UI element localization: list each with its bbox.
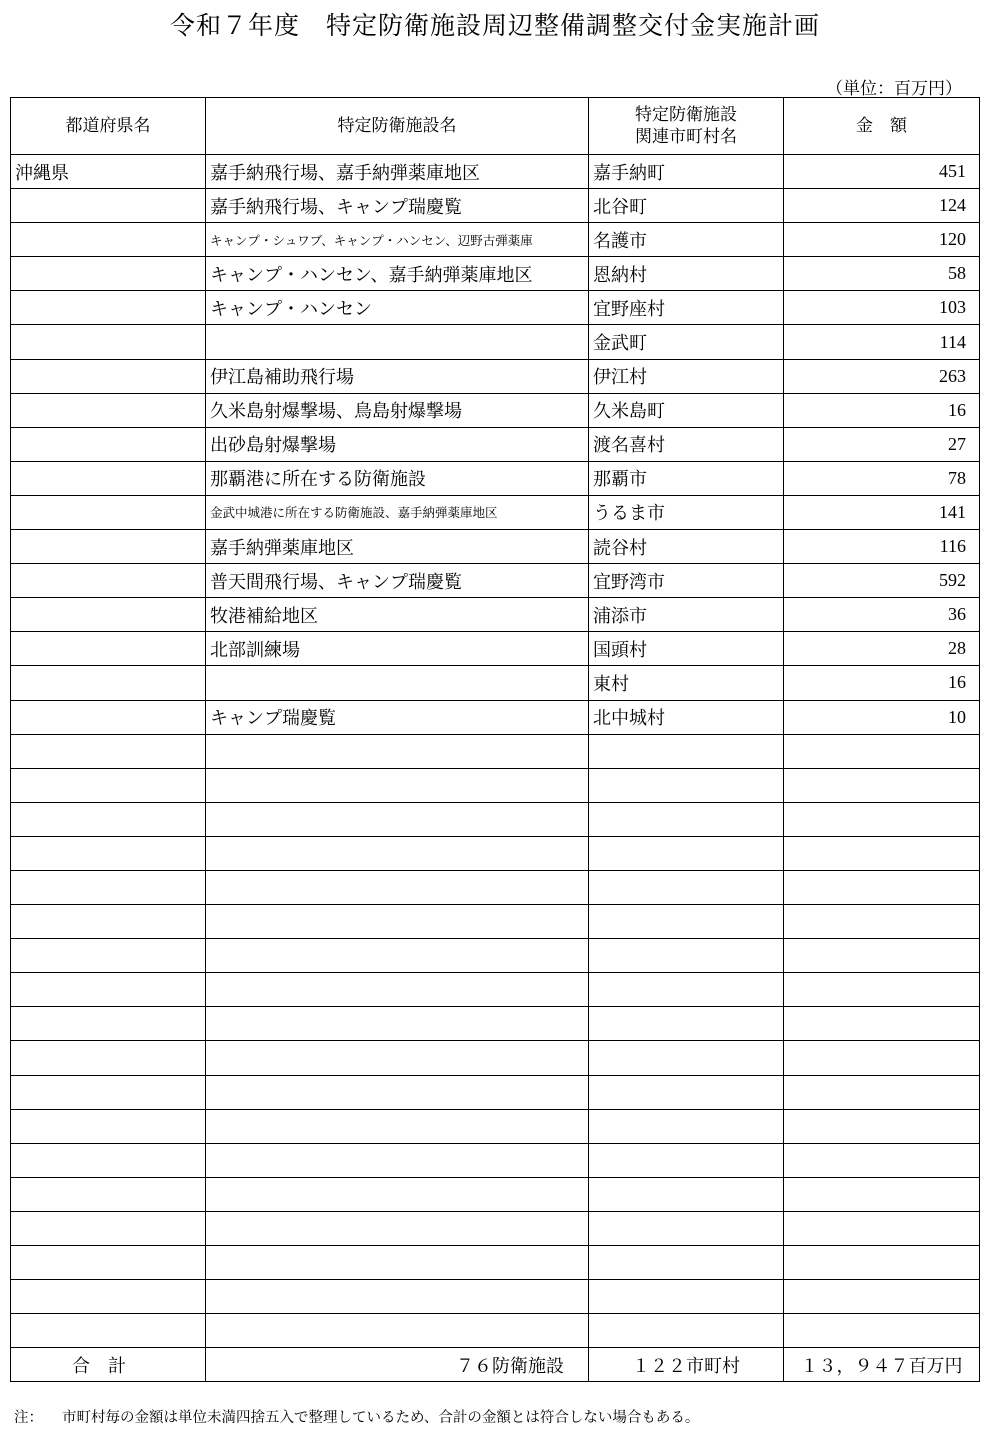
table-row	[11, 1314, 980, 1348]
table-row	[11, 359, 980, 393]
prefecture-cell	[11, 632, 206, 666]
amount-cell	[784, 1075, 980, 1109]
table-row	[11, 1007, 980, 1041]
facility-cell: 出砂島射爆撃場	[206, 427, 589, 461]
facility-cell	[206, 1041, 589, 1075]
prefecture-cell	[11, 598, 206, 632]
table-row	[11, 598, 980, 632]
prefecture-cell	[11, 939, 206, 973]
table-row	[11, 1109, 980, 1143]
table-row	[11, 1280, 980, 1314]
prefecture-cell	[11, 870, 206, 904]
facility-cell: キャンプ・ハンセン	[206, 291, 589, 325]
municipality-cell	[589, 1314, 784, 1348]
amount-cell: 10	[784, 700, 980, 734]
amount-cell: 36	[784, 598, 980, 632]
prefecture-cell	[11, 734, 206, 768]
facility-cell	[206, 1211, 589, 1245]
prefecture-cell	[11, 461, 206, 495]
municipality-cell: 那覇市	[589, 461, 784, 495]
table-row	[11, 700, 980, 734]
amount-cell	[784, 836, 980, 870]
municipality-cell: 久米島町	[589, 393, 784, 427]
municipality-cell	[589, 939, 784, 973]
header-municipality-line2: 関連市町村名	[635, 127, 737, 147]
municipality-cell: 宜野湾市	[589, 564, 784, 598]
prefecture-cell: 沖縄県	[11, 155, 206, 189]
municipality-cell	[589, 734, 784, 768]
table-row	[11, 564, 980, 598]
prefecture-cell	[11, 1143, 206, 1177]
table-row	[11, 905, 980, 939]
municipality-cell	[589, 1075, 784, 1109]
facility-cell	[206, 666, 589, 700]
prefecture-cell	[11, 1177, 206, 1211]
facility-cell	[206, 836, 589, 870]
facility-cell	[206, 325, 589, 359]
page-title: 令和７年度 特定防衛施設周辺整備調整交付金実施計画	[169, 11, 820, 40]
facility-cell: 嘉手納飛行場、嘉手納弾薬庫地区	[206, 155, 589, 189]
amount-cell	[784, 1143, 980, 1177]
table-row	[11, 939, 980, 973]
amount-cell: 592	[784, 564, 980, 598]
prefecture-cell	[11, 1246, 206, 1280]
prefecture-cell	[11, 325, 206, 359]
municipality-cell: 渡名喜村	[589, 427, 784, 461]
facility-cell	[206, 1143, 589, 1177]
table-row	[11, 1246, 980, 1280]
municipality-cell: 宜野座村	[589, 291, 784, 325]
municipality-cell	[589, 1109, 784, 1143]
municipality-cell	[589, 1041, 784, 1075]
table-row	[11, 768, 980, 802]
amount-cell	[784, 1280, 980, 1314]
amount-cell	[784, 768, 980, 802]
municipality-cell	[589, 802, 784, 836]
facility-cell	[206, 1109, 589, 1143]
facility-cell	[206, 1177, 589, 1211]
facility-cell: 北部訓練場	[206, 632, 589, 666]
prefecture-cell	[11, 973, 206, 1007]
municipality-cell	[589, 870, 784, 904]
table-row	[11, 325, 980, 359]
table-row	[11, 223, 980, 257]
municipality-cell: 恩納村	[589, 257, 784, 291]
municipality-cell	[589, 836, 784, 870]
facility-cell	[206, 1280, 589, 1314]
table-row	[11, 802, 980, 836]
prefecture-cell	[11, 700, 206, 734]
amount-cell: 120	[784, 223, 980, 257]
table-row	[11, 734, 980, 768]
header-municipality	[589, 98, 784, 155]
header-prefecture: 都道府県名	[11, 98, 206, 155]
municipality-cell	[589, 1177, 784, 1211]
table-row	[11, 393, 980, 427]
municipality-cell: 金武町	[589, 325, 784, 359]
facility-cell	[206, 939, 589, 973]
facility-cell: 嘉手納飛行場、キャンプ瑞慶覧	[206, 189, 589, 223]
amount-cell: 116	[784, 530, 980, 564]
municipality-cell	[589, 905, 784, 939]
prefecture-cell	[11, 1075, 206, 1109]
footnote	[14, 1406, 699, 1427]
municipality-cell	[589, 1211, 784, 1245]
table-row	[11, 1143, 980, 1177]
amount-cell: 16	[784, 666, 980, 700]
amount-cell: 451	[784, 155, 980, 189]
table-row	[11, 291, 980, 325]
facility-cell	[206, 768, 589, 802]
facility-cell: キャンプ瑞慶覧	[206, 700, 589, 734]
amount-cell	[784, 973, 980, 1007]
amount-cell	[784, 1007, 980, 1041]
amount-cell: 103	[784, 291, 980, 325]
table-row	[11, 666, 980, 700]
table-row	[11, 836, 980, 870]
municipality-cell	[589, 1280, 784, 1314]
facility-cell: 普天間飛行場、キャンプ瑞慶覧	[206, 564, 589, 598]
prefecture-cell	[11, 1211, 206, 1245]
table-row	[11, 427, 980, 461]
table-row	[11, 632, 980, 666]
municipality-cell: 北谷町	[589, 189, 784, 223]
prefecture-cell	[11, 802, 206, 836]
municipality-cell	[589, 1143, 784, 1177]
amount-cell	[784, 802, 980, 836]
prefecture-cell	[11, 564, 206, 598]
prefecture-cell	[11, 291, 206, 325]
header-row	[11, 98, 980, 155]
footnote-text: 市町村毎の金額は単位未満四捨五入で整理しているため、合計の金額とは符合しない場合もある。	[62, 1410, 700, 1426]
prefecture-cell	[11, 1041, 206, 1075]
table-row	[11, 257, 980, 291]
facility-cell	[206, 1314, 589, 1348]
prefecture-cell	[11, 1280, 206, 1314]
header-amount: 金 額	[784, 98, 980, 155]
amount-cell: 16	[784, 393, 980, 427]
total-row	[11, 1348, 980, 1382]
facility-cell	[206, 1246, 589, 1280]
facility-cell: 伊江島補助飛行場	[206, 359, 589, 393]
prefecture-cell	[11, 905, 206, 939]
amount-cell	[784, 1177, 980, 1211]
facility-cell: 久米島射爆撃場、鳥島射爆撃場	[206, 393, 589, 427]
plan-table	[10, 97, 980, 1382]
prefecture-cell	[11, 257, 206, 291]
municipality-cell: うるま市	[589, 495, 784, 529]
municipality-cell: 名護市	[589, 223, 784, 257]
facility-cell	[206, 1075, 589, 1109]
prefecture-cell	[11, 1007, 206, 1041]
table-row	[11, 461, 980, 495]
table-row	[11, 155, 980, 189]
total-label: 合計	[11, 1348, 206, 1382]
municipality-cell	[589, 1007, 784, 1041]
table-row	[11, 1211, 980, 1245]
prefecture-cell	[11, 189, 206, 223]
prefecture-cell	[11, 359, 206, 393]
municipality-cell	[589, 1246, 784, 1280]
table-row	[11, 495, 980, 529]
header-municipality-line1: 特定防衛施設	[635, 105, 737, 125]
facility-cell: 嘉手納弾薬庫地区	[206, 530, 589, 564]
table-row	[11, 1075, 980, 1109]
prefecture-cell	[11, 495, 206, 529]
amount-cell: 263	[784, 359, 980, 393]
table-row	[11, 530, 980, 564]
amount-cell: 28	[784, 632, 980, 666]
amount-cell: 27	[784, 427, 980, 461]
facility-cell	[206, 802, 589, 836]
prefecture-cell	[11, 836, 206, 870]
municipality-cell: 浦添市	[589, 598, 784, 632]
amount-cell: 124	[784, 189, 980, 223]
amount-cell	[784, 1109, 980, 1143]
facility-cell	[206, 905, 589, 939]
unit-label: （単位：百万円）	[826, 79, 962, 99]
facility-cell: 那覇港に所在する防衛施設	[206, 461, 589, 495]
facility-cell: キャンプ・ハンセン、嘉手納弾薬庫地区	[206, 257, 589, 291]
amount-cell	[784, 905, 980, 939]
prefecture-cell	[11, 427, 206, 461]
header-facility: 特定防衛施設名	[206, 98, 589, 155]
facility-cell	[206, 870, 589, 904]
amount-cell	[784, 1041, 980, 1075]
table-row	[11, 870, 980, 904]
prefecture-cell	[11, 1109, 206, 1143]
footnote-label: 注：	[14, 1410, 43, 1426]
amount-cell: 78	[784, 461, 980, 495]
total-municipalities: １２２市町村	[589, 1348, 784, 1382]
municipality-cell	[589, 768, 784, 802]
municipality-cell: 読谷村	[589, 530, 784, 564]
amount-cell: 58	[784, 257, 980, 291]
amount-cell	[784, 1314, 980, 1348]
table-row	[11, 1041, 980, 1075]
prefecture-cell	[11, 393, 206, 427]
facility-cell	[206, 734, 589, 768]
total-facilities: ７６防衛施設	[206, 1348, 589, 1382]
prefecture-cell	[11, 223, 206, 257]
prefecture-cell	[11, 666, 206, 700]
facility-cell	[206, 1007, 589, 1041]
municipality-cell: 国頭村	[589, 632, 784, 666]
facility-cell	[206, 973, 589, 1007]
municipality-cell	[589, 973, 784, 1007]
facility-cell: キャンプ・シュワブ、キャンプ・ハンセン、辺野古弾薬庫	[206, 223, 589, 257]
table-row	[11, 189, 980, 223]
municipality-cell: 北中城村	[589, 700, 784, 734]
amount-cell	[784, 1246, 980, 1280]
prefecture-cell	[11, 1314, 206, 1348]
municipality-cell: 東村	[589, 666, 784, 700]
municipality-cell: 伊江村	[589, 359, 784, 393]
prefecture-cell	[11, 530, 206, 564]
table-row	[11, 973, 980, 1007]
amount-cell	[784, 870, 980, 904]
amount-cell: 141	[784, 495, 980, 529]
table-row	[11, 1177, 980, 1211]
amount-cell	[784, 939, 980, 973]
amount-cell	[784, 734, 980, 768]
facility-cell: 牧港補給地区	[206, 598, 589, 632]
facility-cell: 金武中城港に所在する防衛施設、嘉手納弾薬庫地区	[206, 495, 589, 529]
prefecture-cell	[11, 768, 206, 802]
amount-cell	[784, 1211, 980, 1245]
municipality-cell: 嘉手納町	[589, 155, 784, 189]
total-amount: １３，９４７百万円	[784, 1348, 980, 1382]
table-body	[11, 155, 980, 1382]
amount-cell: 114	[784, 325, 980, 359]
